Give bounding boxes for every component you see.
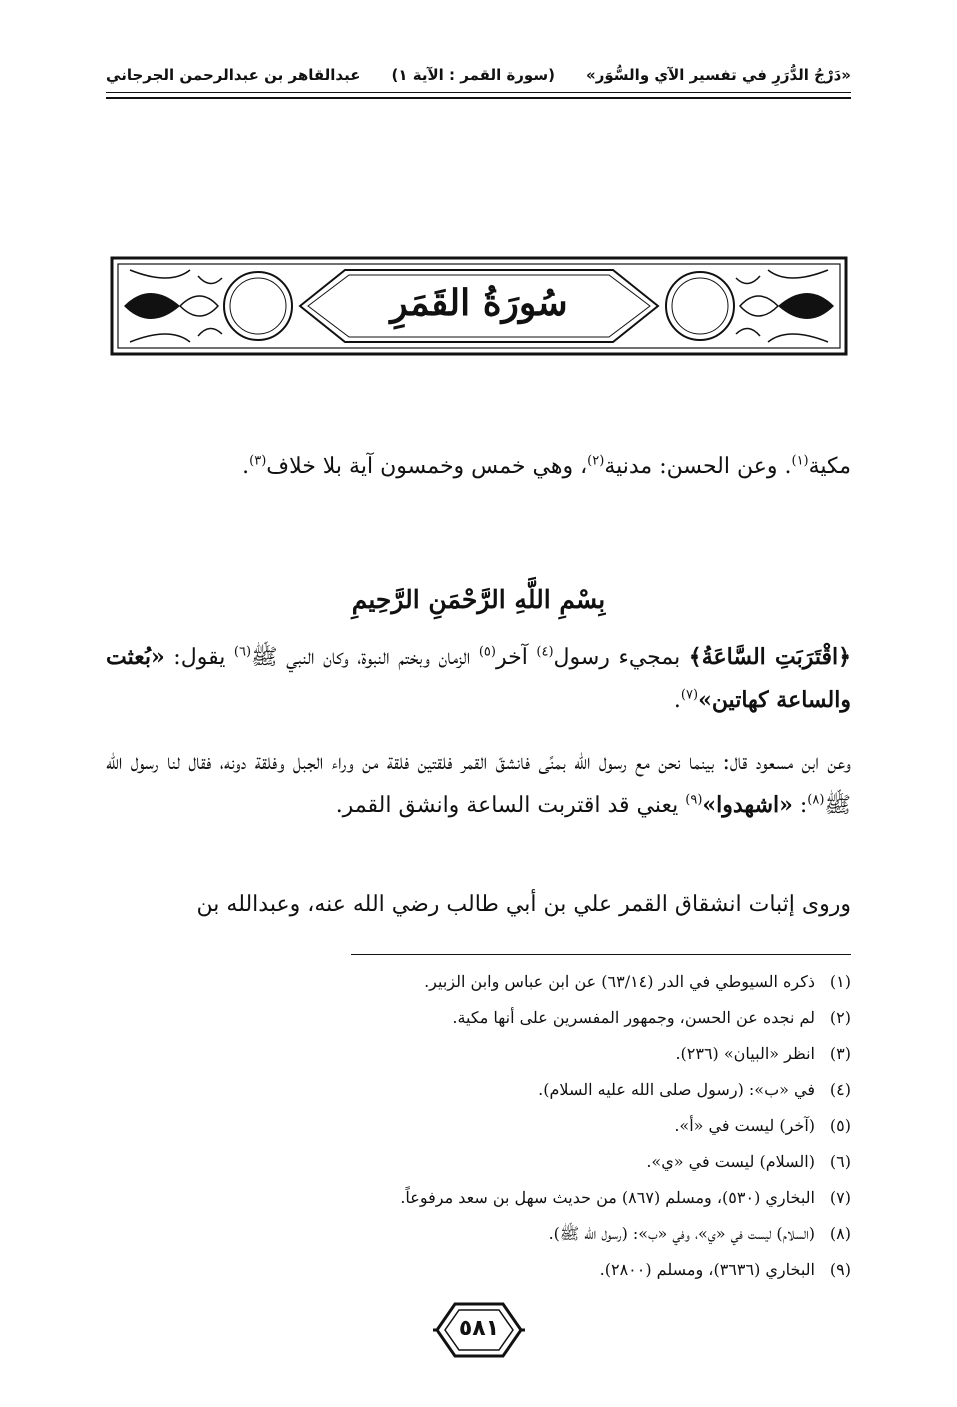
footnote-ref: (٩) — [685, 792, 703, 808]
commentary-text: بمجيء رسول — [553, 645, 689, 670]
footnote-text: (السلام) ليست في «ي». — [646, 1152, 815, 1171]
footnote-item — [150, 1000, 851, 1036]
page-number: ٥٨١ — [458, 1316, 500, 1341]
commentary-text: الزمان وبختم النبوة، وكان النبي ﷺ — [251, 645, 479, 670]
footnote-ref: (٨) — [807, 792, 825, 808]
intro-text: مكية — [808, 454, 851, 479]
footnote-ref: (١) — [791, 453, 809, 469]
footnotes-list — [150, 964, 851, 1288]
commentary-text: . — [673, 688, 681, 713]
footnote-number: (٦) — [829, 1152, 851, 1171]
footnote-ref: (٣) — [249, 453, 267, 469]
hadith-quote: «بُعثت والساعة كهاتين» — [106, 644, 851, 713]
footnote-item — [150, 1108, 851, 1144]
basmala: بِسْمِ اللَّهِ الرَّحْمَنِ الرَّحِيمِ — [351, 585, 606, 614]
footnote-item — [150, 1180, 851, 1216]
quran-verse: ﴿اقْتَرَبَتِ السَّاعَةُ﴾ — [688, 644, 852, 670]
footnote-number: (٨) — [829, 1224, 851, 1243]
narration-paragraph — [106, 884, 851, 926]
footnote-item — [150, 964, 851, 1000]
footnote-ref: (٧) — [680, 687, 699, 703]
intro-text: . وعن الحسن: مدنية — [604, 454, 792, 479]
footnote-number: (٤) — [829, 1080, 851, 1099]
footnote-text: (السلام) ليست في «ي»، وفي «ب»: (رسول الله ﷺ). — [548, 1224, 815, 1243]
footnote-ref: (٥) — [478, 644, 496, 660]
header-surah-reference: (سورة القمر : الآية ١) — [391, 66, 555, 84]
footnote-item — [150, 1144, 851, 1180]
surah-title: سُورَةُ القَمَرِ — [390, 282, 568, 324]
footnote-ref: (٤) — [536, 644, 554, 660]
commentary-text: يقول: — [164, 645, 234, 670]
footnote-number: (١) — [829, 972, 851, 991]
footnote-separator — [351, 954, 851, 955]
commentary-text: وعن ابن مسعود قال: بينما نحن مع رسول الله بمنًى فانشقّ القمر فلقتين فلقة من وراء الجبل وفلقة دونه، فقال لنا رسول الله ﷺ — [106, 750, 851, 818]
footnote-text: لم نجده عن الحسن، وجمهور المفسرين على أنها مكية. — [452, 1008, 815, 1027]
header-rule-thick — [106, 97, 851, 99]
footnote-text: (آخر) ليست في «أ». — [674, 1116, 815, 1135]
footnote-number: (٥) — [829, 1116, 851, 1135]
footnote-item — [150, 1072, 851, 1108]
footnote-item — [150, 1252, 851, 1288]
running-header — [106, 60, 851, 90]
intro-text: ، وهي خمس وخمسون آية بلا خلاف — [266, 454, 588, 479]
commentary-text: : — [792, 793, 808, 818]
footnote-text: البخاري (٣٦٣٦)، ومسلم (٢٨٠٠). — [599, 1260, 815, 1279]
footnote-text: ذكره السيوطي في الدر (٦٣/١٤) عن ابن عباس وابن الزبير. — [424, 972, 815, 991]
footnote-number: (٩) — [829, 1260, 851, 1279]
page-number-ornament — [433, 1300, 525, 1360]
surah-title-banner — [110, 256, 848, 356]
ibn-masud-paragraph — [106, 742, 851, 827]
footnote-number: (٢) — [829, 1008, 851, 1027]
footnote-number: (٧) — [829, 1188, 851, 1207]
footnote-text: البخاري (٥٣٠)، ومسلم (٨٦٧) من حديث سهل بن سعد مرفوعاً. — [400, 1188, 815, 1207]
footnote-item — [150, 1216, 851, 1252]
footnote-text: انظر «البيان» (٢٣٦). — [675, 1044, 815, 1063]
intro-paragraph — [106, 446, 851, 488]
header-author: عبدالقاهر بن عبدالرحمن الجرجاني — [106, 66, 361, 84]
footnote-item — [150, 1036, 851, 1072]
footnote-ref: (٦) — [233, 644, 252, 660]
commentary-text: وروى إثبات انشقاق القمر علي بن أبي طالب رضي الله عنه، وعبدالله بن — [196, 892, 851, 917]
header-rule-thin — [106, 92, 851, 93]
hadith-quote: «اشهدوا» — [702, 792, 793, 818]
commentary-text: يعني قد اقتربت الساعة وانشق القمر. — [335, 793, 686, 818]
intro-text: . — [242, 454, 250, 479]
header-book-title: «دَرْجُ الدُّرَرِ في تفسير الآي والسُّوَر» — [586, 66, 851, 84]
footnote-ref: (٢) — [587, 453, 605, 469]
footnote-text: في «ب»: (رسول صلى الله عليه السلام). — [538, 1080, 815, 1099]
footnote-number: (٣) — [829, 1044, 851, 1063]
commentary-text: آخر — [495, 645, 537, 670]
verse-commentary-paragraph — [106, 636, 851, 722]
